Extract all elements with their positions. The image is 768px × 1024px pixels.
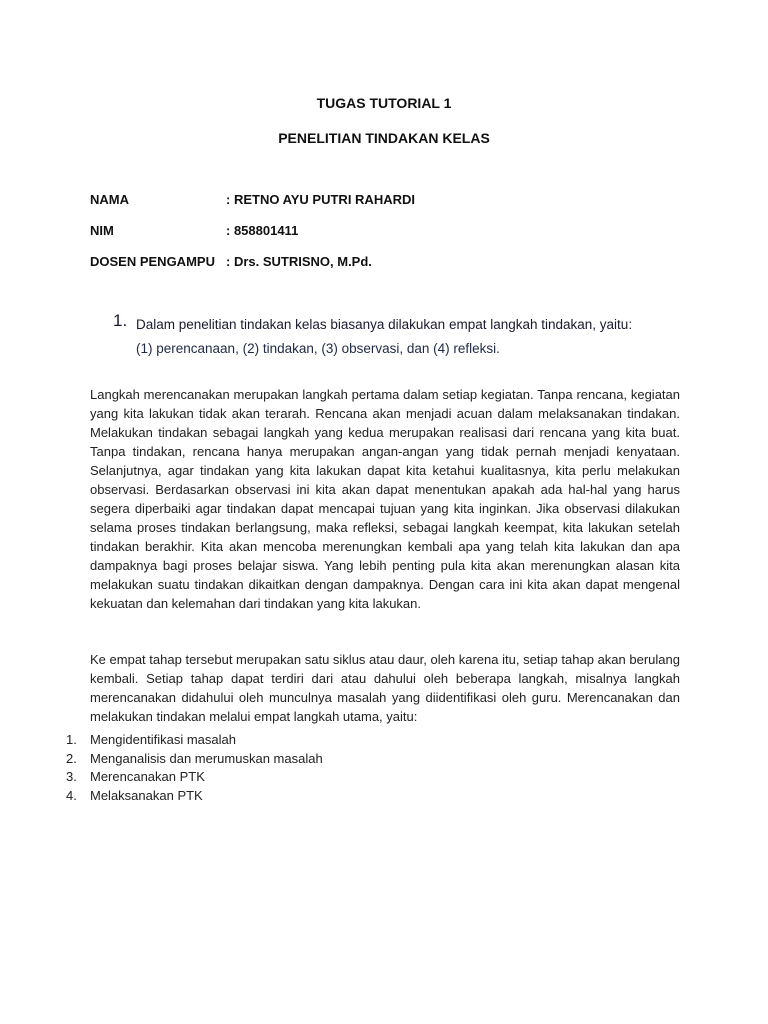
steps-list: [66, 731, 323, 805]
list-item: [66, 750, 323, 769]
list-item: [66, 787, 323, 806]
list-item-text: Menganalisis dan merumuskan masalah: [90, 750, 323, 766]
info-value: : Drs. SUTRISNO, M.Pd.: [226, 254, 372, 269]
list-item: [66, 731, 323, 750]
document-title: TUGAS TUTORIAL 1: [316, 95, 452, 111]
info-label: DOSEN PENGAMPU: [90, 254, 215, 269]
list-item-number: 1.: [66, 732, 77, 747]
list-item-number: 3.: [66, 769, 77, 784]
list-item-number: 2.: [66, 750, 77, 766]
list-item-text: Melaksanakan PTK: [90, 787, 203, 803]
question-answer: (1) perencanaan, (2) tindakan, (3) observasi, dan (4) refleksi.: [136, 341, 500, 356]
list-item-number: 4.: [66, 787, 77, 803]
question-text: Dalam penelitian tindakan kelas biasanya dilakukan empat langkah tindakan, yaitu:: [136, 317, 633, 332]
list-item: [66, 768, 323, 787]
document-subtitle: PENELITIAN TINDAKAN KELAS: [278, 130, 490, 146]
paragraph-langkah: Langkah merencanakan merupakan langkah pertama dalam setiap kegiatan. Tanpa rencana, kegiatan yang kita lakukan tidak akan terarah. Rencana akan menjadi acuan dalam melaksanakan tindakan. Melakukan tindakan sebagai langkah yang kedua merupakan realisasi dari rencana yang kita buat. Tanpa tindakan, rencana hanya merupakan angan-angan yang tidak pernah menjadi kenyataan. Selanjutnya, agar tindakan yang kita lakukan dapat kita ketahui kualitasnya, kita perlu melakukan observasi. Berdasarkan observasi ini kita akan dapat menentukan apakah ada hal-hal yang harus segera diperbaiki agar tindakan dapat mencapai tujuan yang kita inginkan. Jika observasi dilakukan selama proses tindakan berlangsung, maka refleksi, sebagai langkah keempat, kita lakukan setelah tindakan berakhir. Kita akan mencoba merenungkan kembali apa yang telah kita lakukan dan apa dampaknya bagi proses belajar siswa. Yang lebih penting pula kita akan merenungkan alasan kita melakukan suatu tindakan dikaitkan dengan dampaknya. Dengan cara ini kita akan dapat mengenal kekuatan dan kelemahan dari tindakan yang kita lakukan.: [90, 387, 680, 611]
list-item-text: Mengidentifikasi masalah: [90, 732, 236, 747]
info-label: NIM: [90, 223, 114, 238]
info-value: : 858801411: [226, 223, 299, 238]
question-number: 1.: [113, 311, 128, 330]
info-label: NAMA: [90, 192, 129, 207]
paragraph-siklus: Ke empat tahap tersebut merupakan satu siklus atau daur, oleh karena itu, setiap tahap akan berulang kembali. Setiap tahap dapat terdiri dari atau dahului oleh beberapa langkah, misalnya langkah merencanakan didahului oleh munculnya masalah yang diidentifikasi oleh guru. Merencanakan dan melakukan tindakan melalui empat langkah utama, yaitu:: [90, 652, 680, 724]
info-value: : RETNO AYU PUTRI RAHARDI: [226, 192, 415, 207]
list-item-text: Merencanakan PTK: [90, 769, 205, 784]
